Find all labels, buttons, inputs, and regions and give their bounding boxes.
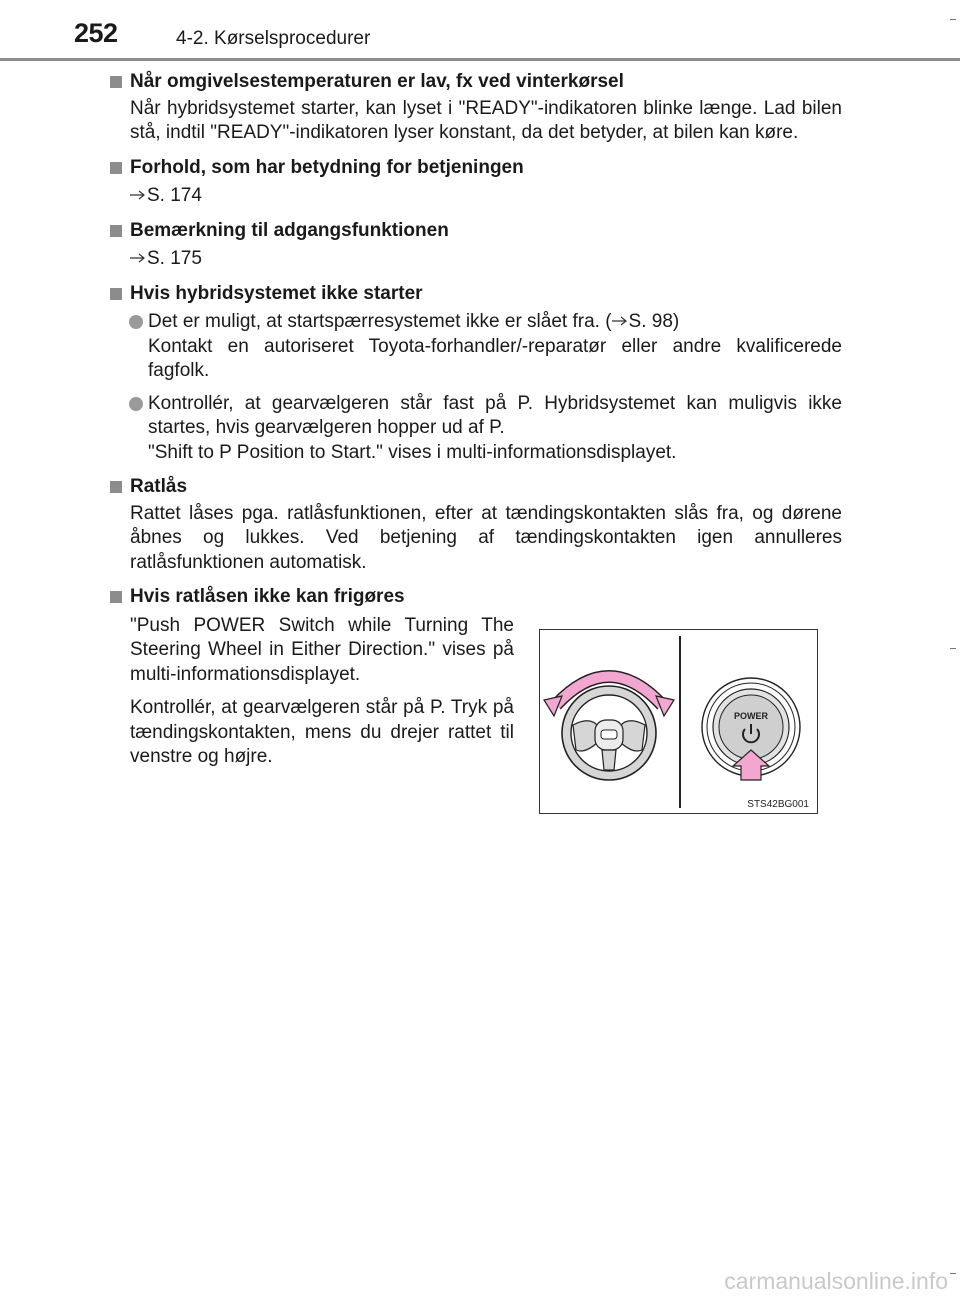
bullet-line: Det er muligt, at startspærresystemet ikke er slået fra. ( S. 98) — [148, 311, 680, 332]
bullet-item — [110, 392, 842, 466]
page-reference[interactable]: S. 175 — [110, 247, 842, 272]
bullet-item — [110, 310, 842, 384]
bullet-line: Kontakt en autoriseret Toyota-forhandler/-reparatør eller andre kvalificerede fagfolk. — [148, 335, 842, 381]
section-body: Når hybridsystemet starter, kan lyset i "READY"-indikatoren blinke længe. Lad bilen stå, indtil "READY"-indikatoren lyser konstant, da det betyder, at bilen kan køre. — [130, 97, 842, 143]
square-bullet-icon — [110, 481, 122, 493]
bullet-line: "Shift to P Position to Start." vises i multi-informationsdisplayet. — [148, 441, 677, 463]
section-heading: Når omgivelsestemperaturen er lav, fx ved vinterkørsel — [110, 70, 842, 95]
power-label: POWER — [733, 711, 769, 721]
square-bullet-icon — [110, 288, 122, 300]
section-heading: Hvis hybridsystemet ikke starter — [110, 282, 842, 307]
section-heading: Ratlås — [110, 475, 842, 500]
illustration-steering-power — [539, 629, 818, 814]
steering-wheel-icon — [562, 686, 656, 780]
arrow-right-icon — [130, 190, 146, 200]
section-heading: Forhold, som har betydning for betjeningen — [110, 156, 842, 181]
round-bullet-icon — [129, 315, 143, 329]
header-rule — [0, 58, 960, 61]
square-bullet-icon — [110, 162, 122, 174]
arrow-right-icon — [612, 316, 628, 326]
page-number: 252 — [74, 18, 118, 48]
square-bullet-icon — [110, 225, 122, 237]
crop-mark — [950, 1273, 956, 1274]
page-reference[interactable]: S. 98 — [628, 311, 673, 332]
section-paragraph: Kontrollér, at gearvælgeren står på P. Tryk på tændingskontakten, mens du drejer rattet til venstre og højre. — [130, 697, 514, 767]
crop-mark — [950, 648, 956, 649]
page-header — [0, 0, 960, 62]
watermark: carmanualsonline.info — [724, 1268, 948, 1294]
section-body: Rattet låses pga. ratlåsfunktionen, efter at tændingskontakten slås fra, og dørene åbnes og lukkes. Ved betjening af tændingskontakten igen annulleres ratlåsfunktionen automatisk. — [130, 502, 842, 573]
page-reference[interactable]: S. 174 — [110, 184, 842, 209]
bullet-line: Kontrollér, at gearvælgeren står fast på P. Hybridsystemet kan muligvis ikke startes, hvis gearvælgeren hopper ud af P. — [148, 392, 842, 438]
crop-mark — [950, 19, 956, 20]
square-bullet-icon — [110, 591, 122, 603]
arrow-right-icon — [130, 253, 146, 263]
section-heading: Hvis ratlåsen ikke kan frigøres — [110, 585, 842, 610]
figure-side-text — [130, 614, 514, 779]
section-paragraph: "Push POWER Switch while Turning The Steering Wheel in Either Direction." vises på multi-informationsdisplayet. — [130, 614, 514, 685]
section-heading: Bemærkning til adgangsfunktionen — [110, 219, 842, 244]
round-bullet-icon — [129, 397, 143, 411]
illustration-svg — [540, 630, 817, 813]
square-bullet-icon — [110, 76, 122, 88]
figure-code: STS42BG001 — [747, 799, 809, 810]
section-title: 4-2. Kørselsprocedurer — [176, 28, 371, 49]
